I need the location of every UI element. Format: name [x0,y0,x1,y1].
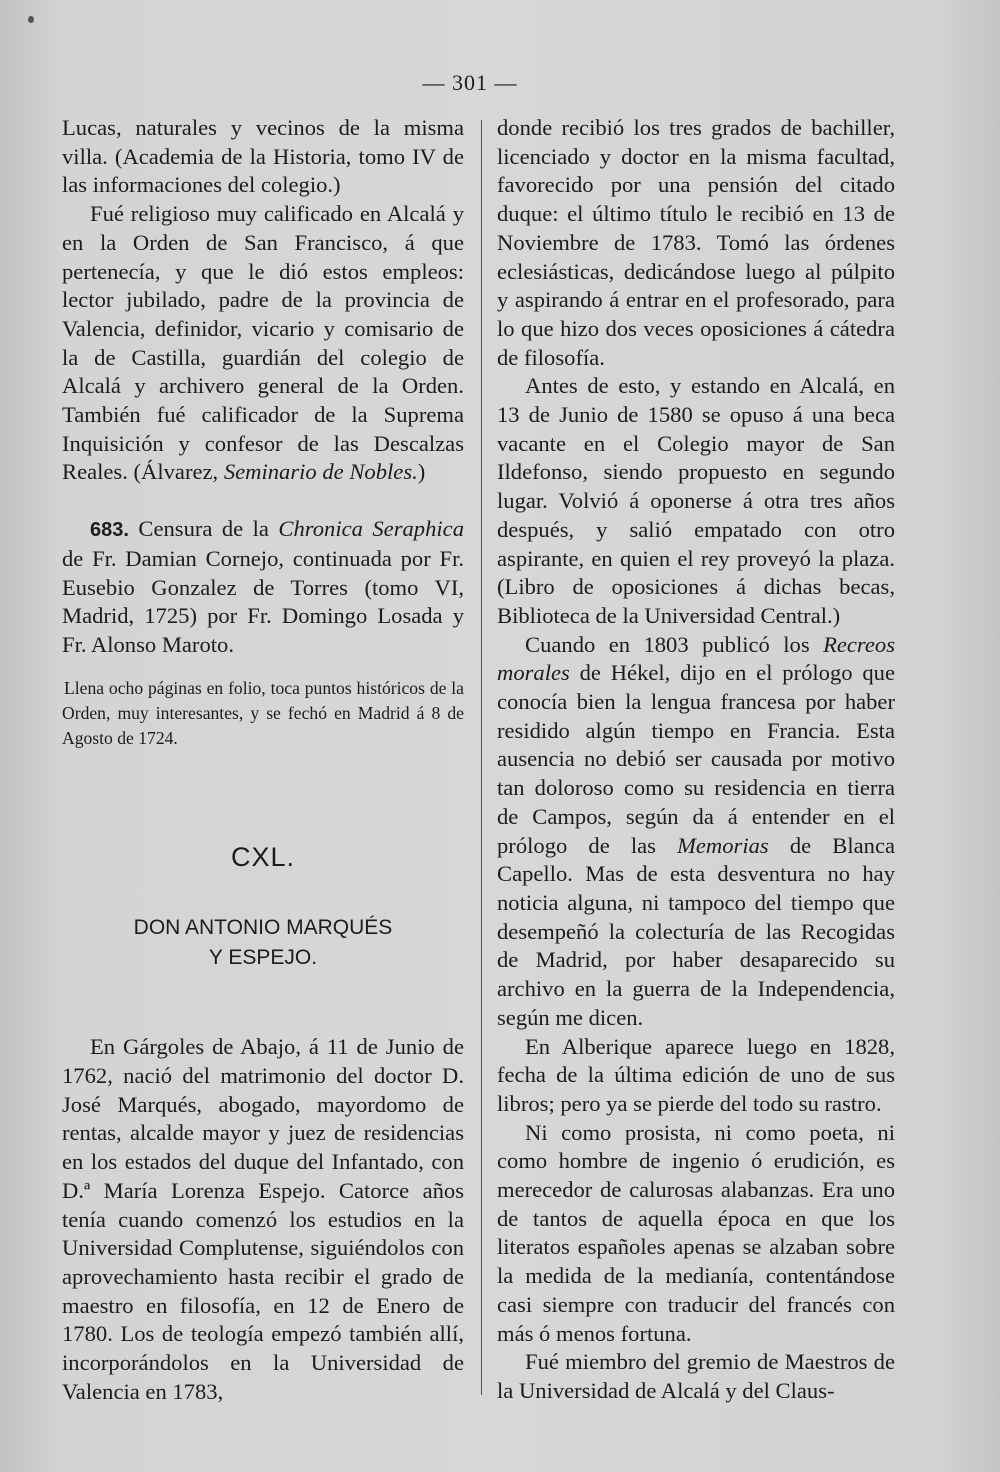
citation-title: Seminario de Nobles. [223,459,418,485]
paragraph: Ni como prosista, ni como poeta, ni como hombre de ingenio ó erudición, es merecedor de calurosas alabanzas. Era uno de tantos de aquella época en que los literatos españoles apenas se alzaban sobre la medida de la medianía, contentándose casi siempre con traducir del francés con más ó menos fortuna. [497,1119,895,1346]
text: de Fr. Damian Cornejo, continuada por Fr. Eusebio Gonzalez de Torres (tomo VI, Madrid, 1725) por Fr. Domingo Losada y Fr. Alonso Maroto. [62,545,464,657]
paragraph: En Gárgoles de Abajo, á 11 de Junio de 1762, nació del matrimonio del doctor D. José Marqués, abogado, mayordomo de rentas, alcalde mayor y juez de residencias en los estados del duque del Infantado, con D.ª María Lorenza Espejo. Catorce años tenía cuando comenzó los estudios en la Universidad Complutense, siguiéndolos con aprovechamiento hasta recibir el grado de maestro en filosofía, en 12 de Enero de 1780. Los de teología empezó también allí, incorporándolos en la Universidad de Valencia en 1783, [62,1034,464,1404]
right-column [497,114,895,1406]
paragraph: donde recibió los tres grados de bachiller, licenciado y doctor en la misma facultad, favorecido por una pensión del citado duque: el último título le recibió en 13 de Noviembre de 1783. Tomó las órdenes eclesiásticas, dedicándose luego al púlpito y aspirando á entrar en el profesorado, para lo que hizo dos veces oposiciones á cátedra de filosofía. [497,115,895,370]
chapter-number: CXL. [230,841,296,872]
heading-line: Y ESPEJO. [208,946,318,970]
text: Fué religioso muy calificado en Alcalá y en la Orden de San Francisco, á que pertenecía, y que le dió estos empleos: lector jubilado, padre de la provincia de Valencia, definidor, vicario y comisario de la de Castilla, guardián del colegio de Alcalá y archivero general de la Orden. También fué calificador de la Suprema Inquisición y confesor de las Descalzas Reales. (Álvarez, [62,201,464,485]
paragraph [62,200,464,487]
column-divider [481,120,482,1395]
ink-spot [28,16,34,23]
entry-note: Llena ocho páginas en folio, toca puntos históricos de la Orden, muy interesantes, y se fechó en Madrid á 8 de Agosto de 1724. [62,677,464,748]
work-title: Chronica Seraphica [278,516,465,542]
text: de Hékel, dijo en el prólogo que conocía bien la lengua francesa por haber residido algún tiempo en Francia. Esta ausencia no debió ser causada por motivo tan doloroso como su residencia en tierra de Campos, según da á entender en el prólogo de las [497,660,895,858]
heading-line: DON ANTONIO MARQUÉS [133,916,393,940]
work-title: Recreos morales [497,631,895,686]
catalog-entry [62,515,464,660]
text: ) [417,459,426,485]
left-column [62,114,464,1407]
work-title: Memorias [677,832,769,858]
entry-number: 683. [90,519,129,542]
chapter-heading [62,913,464,973]
paragraph: Antes de esto, y estando en Alcalá, en 13 de Junio de 1580 se opuso á una beca vacante en el Colegio mayor de San Ildefonso, siendo propuesto en segundo lugar. Volvió á oponerse á otra tres años después, y salió empatado con otro aspirante, en quien el rey proveyó la plaza. (Libro de oposiciones á dichas becas, Biblioteca de la Universidad Central.) [497,373,895,628]
paragraph: Fué miembro del gremio de Maestros de la Universidad de Alcalá y del Claus- [497,1349,895,1403]
text: Censura de la [128,516,279,542]
page-number: — 301 — [422,70,518,95]
paragraph: En Alberique aparece luego en 1828, fecha de la última edición de uno de sus libros; pero ya se pierde del todo su rastro. [497,1033,895,1116]
paragraph: Lucas, naturales y vecinos de la misma villa. (Academia de la Historia, tomo IV de las informaciones del colegio.) [62,115,464,198]
paragraph [497,631,895,1033]
text: Cuando en 1803 publicó los [525,631,824,657]
text: de Blanca Capello. Mas de esta desventura no hay noticia alguna, ni tampoco del tiempo que desempeñó la colecturía de las Recogidas de Madrid, por haber desaparecido su archivo en la guerra de la Independencia, según me dicen. [497,832,895,1030]
